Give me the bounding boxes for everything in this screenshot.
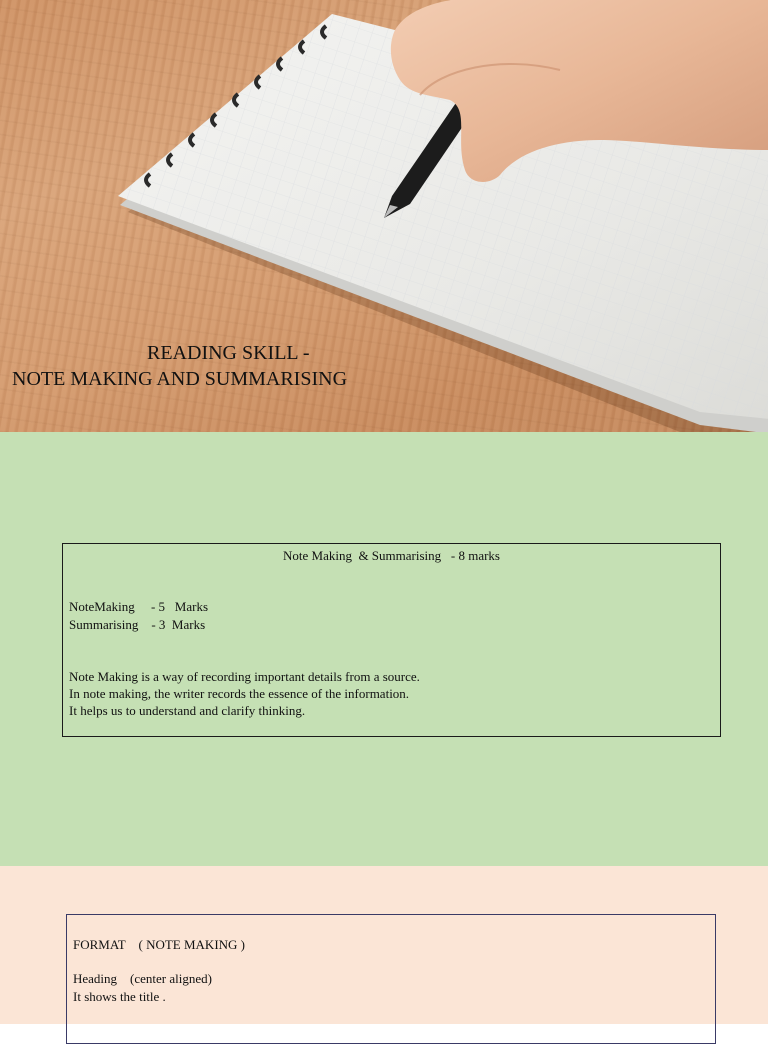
- heading-description: It shows the title .: [73, 989, 166, 1004]
- marks-slide: [0, 432, 768, 866]
- marks-box: [62, 543, 721, 737]
- title-line-1: READING SKILL -: [147, 342, 310, 364]
- format-title: FORMAT ( NOTE MAKING ): [73, 937, 246, 952]
- title-line-2: NOTE MAKING AND SUMMARISING: [12, 368, 348, 390]
- description-line: It helps us to understand and clarify thinking.: [69, 703, 306, 718]
- title-slide: [0, 0, 768, 432]
- description-line: Note Making is a way of recording important details from a source.: [69, 669, 420, 684]
- marks-line-summarising: Summarising - 3 Marks: [69, 617, 206, 632]
- marks-line-notemaking: NoteMaking - 5 Marks: [69, 599, 209, 614]
- format-slide: [0, 866, 768, 1024]
- description-line: In note making, the writer records the essence of the information.: [69, 686, 410, 701]
- format-box: [66, 914, 716, 1044]
- heading-label: Heading (center aligned): [73, 971, 212, 986]
- box-title: Note Making & Summarising - 8 marks: [282, 548, 500, 563]
